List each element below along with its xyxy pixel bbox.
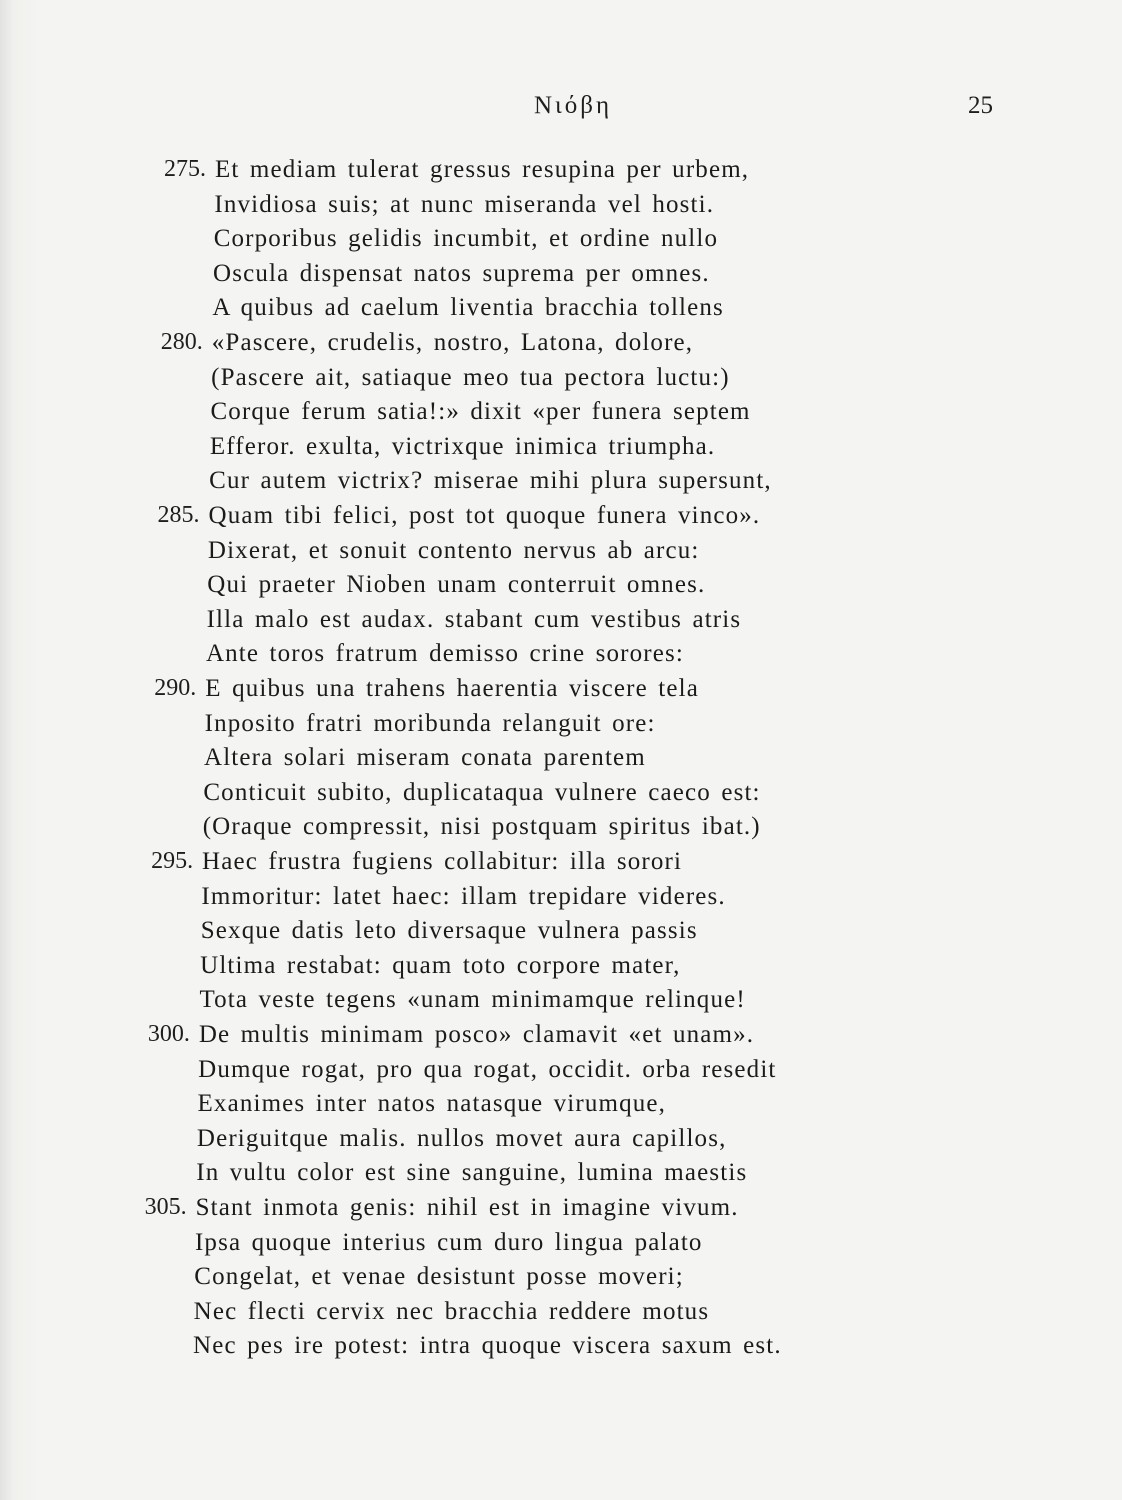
verse-text: Corque ferum satia!:» dixit «per funera septem: [210, 398, 751, 426]
verse-line: [0, 398, 1122, 433]
verse-line: [0, 225, 1122, 260]
verse-text: Immoritur: latet haec: illam trepidare videres.: [201, 882, 726, 910]
verse-line: [0, 433, 1122, 468]
verse-line: [0, 675, 1122, 710]
verse-line: [0, 294, 1122, 329]
verse-line: [0, 848, 1122, 883]
verse-text: Ante toros fratrum demisso crine sorores:: [205, 640, 684, 668]
verse-text: (Pascere ait, satiaque meo tua pectora luctu:): [211, 363, 730, 391]
verse-text: Dumque rogat, pro qua rogat, occidit. orba resedit: [198, 1055, 777, 1083]
verse-text: Nec pes ire potest: intra quoque viscera saxum est.: [193, 1332, 782, 1360]
verse-text: De multis minimam posco» clamavit «et unam».: [198, 1021, 755, 1048]
verse-number: 285.: [157, 502, 200, 528]
verse-text: Quam tibi felici, post tot quoque funera vinco».: [208, 502, 761, 529]
running-title: Νιόβη: [534, 92, 613, 119]
verse-line: [0, 883, 1122, 918]
verse-text: Stant inmota genis: nihil est in imagine vivum.: [195, 1194, 739, 1221]
verse-text: Ultima restabat: quam toto corpore mater,: [200, 951, 681, 979]
verse-line: [0, 710, 1122, 745]
verse-text: Dixerat, et sonuit contento nervus ab arcu:: [207, 536, 700, 564]
verse-text: Deriguitque malis. nullos movet aura capillos,: [196, 1124, 727, 1152]
verse-text: Conticuit subito, duplicataqua vulnere caeco est:: [203, 778, 761, 806]
verse-line: [0, 537, 1122, 572]
verse-text: Ipsa quoque interius cum duro lingua palato: [194, 1228, 703, 1256]
verse-text: Corporibus gelidis incumbit, et ordine nullo: [213, 225, 719, 253]
verse-line: [0, 1159, 1122, 1194]
verse-line: [0, 329, 1122, 364]
verse-line: [0, 364, 1122, 399]
verse-line: [0, 813, 1122, 848]
verse-text: Tota veste tegens «unam minimamque relinque!: [199, 986, 746, 1014]
verse-line: [0, 1125, 1122, 1160]
verse-line: [0, 640, 1122, 675]
verse-number: 275.: [164, 156, 206, 182]
verse-line: [0, 1194, 1122, 1229]
verse-text: Illa malo est audax. stabant cum vestibus atris: [206, 605, 742, 633]
verse-line: [0, 779, 1122, 814]
verse-text: Congelat, et venae desistunt posse moveri;: [194, 1263, 684, 1291]
verse-text: A quibus ad caelum liventia bracchia tollens: [212, 294, 724, 322]
verse-number: 280.: [160, 329, 203, 355]
verse-number: 295.: [151, 848, 194, 874]
verse-line: [0, 917, 1122, 952]
verse-line: [0, 1090, 1122, 1125]
verse-line: [0, 467, 1122, 502]
verse-text: Cur autem victrix? miserae mihi plura supersunt,: [209, 467, 772, 495]
verse-text: Invidiosa suis; at nunc miseranda vel hosti.: [214, 190, 715, 218]
verse-text: (Oraque compressit, nisi postquam spiritus ibat.): [202, 813, 761, 841]
verse-line: [0, 1056, 1122, 1091]
verse-text: Efferor. exulta, victrixque inimica triumpha.: [209, 432, 716, 460]
verse-line: [0, 606, 1122, 641]
verse-line: [0, 1332, 1122, 1367]
verse-text: Oscula dispensat natos suprema per omnes.: [213, 259, 710, 287]
verse-line: [0, 260, 1122, 295]
verse-line: [0, 1263, 1122, 1298]
verse-number: 300.: [147, 1021, 190, 1047]
verse-text: Nec flecti cervix nec bracchia reddere motus: [193, 1297, 710, 1325]
verse-number: 290.: [154, 675, 197, 701]
verse-text: E quibus una trahens haerentia viscere tela: [205, 675, 699, 702]
verse-text: Qui praeter Nioben unam conterruit omnes.: [207, 571, 706, 599]
verse-text: Altera solari miseram conata parentem: [204, 744, 646, 772]
page-number: 25: [968, 92, 993, 119]
verse-line: [0, 571, 1122, 606]
verse-text: Et mediam tulerat gressus resupina per urbem,: [215, 156, 750, 183]
verse-text: Haec frustra fugiens collabitur: illa sorori: [202, 848, 683, 875]
verse-text: Sexque datis leto diversaque vulnera passis: [200, 917, 698, 945]
verse-line: [0, 156, 1122, 191]
verse-text: Inposito fratri moribunda relanguit ore:: [204, 709, 656, 737]
verse-block: [0, 156, 1122, 1366]
verse-text: In vultu color est sine sanguine, lumina maestis: [196, 1159, 748, 1187]
verse-line: [0, 952, 1122, 987]
page-header: [0, 92, 1122, 126]
verse-number: 305.: [144, 1194, 187, 1220]
verse-line: [0, 1229, 1122, 1264]
verse-line: [0, 502, 1122, 537]
verse-line: [0, 1298, 1122, 1333]
verse-line: [0, 744, 1122, 779]
verse-line: [0, 191, 1122, 226]
verse-text: «Pascere, crudelis, nostro, Latona, dolore,: [211, 329, 694, 356]
verse-text: Exanimes inter natos natasque virumque,: [197, 1090, 667, 1118]
verse-line: [0, 986, 1122, 1021]
verse-line: [0, 1021, 1122, 1056]
